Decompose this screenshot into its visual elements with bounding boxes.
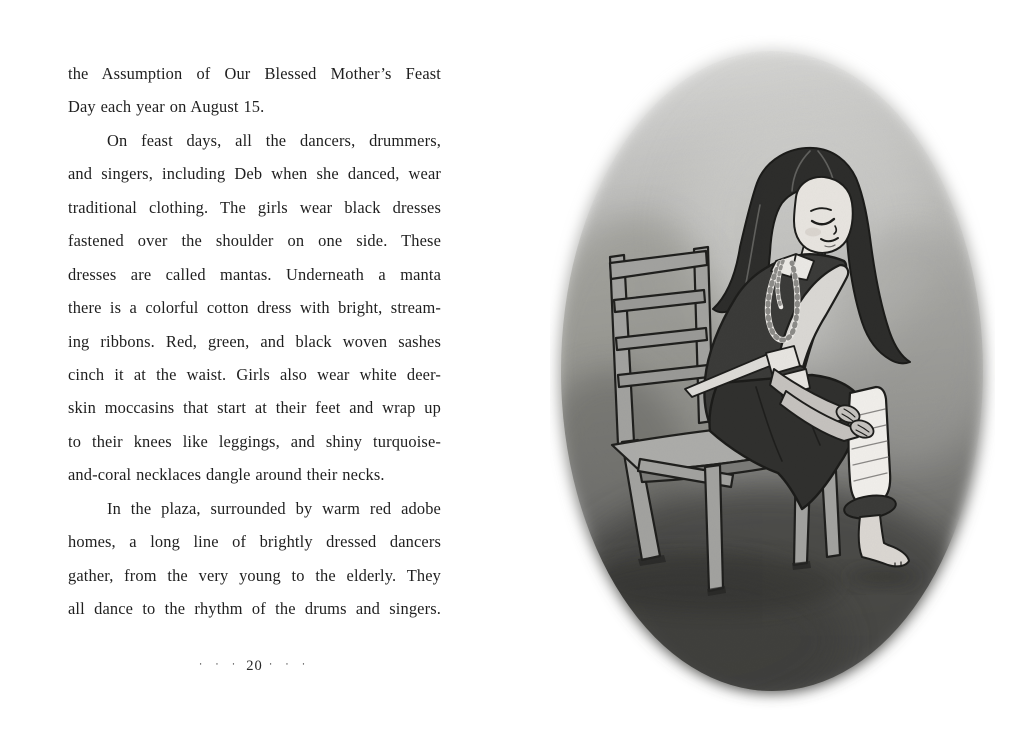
text-line: there is a colorful cotton dress with bright, stream- [68,298,441,318]
text-line: and-coral necklaces dangle around their necks. [68,465,385,485]
text-line: traditional clothing. The girls wear black dresses [68,197,441,217]
text-line: gather, from the very young to the elderly. They [68,565,441,585]
text-line: ing ribbons. Red, green, and black woven sashes [68,331,441,351]
text-line: On feast days, all the dancers, drummers, [107,130,441,150]
footer-ornament-right: · · · [268,658,311,671]
left-page-text [68,57,441,625]
text-line: and singers, including Deb when she danced, wear [68,164,441,184]
text-line: skin moccasins that start at their feet and wrap up [68,398,441,418]
text-line: all dance to the rhythm of the drums and singers. [68,599,441,618]
page-footer [68,657,441,675]
watercolor-grain [550,35,995,710]
page-number: 20 [246,658,263,674]
text-line: the Assumption of Our Blessed Mother’s Feast [68,64,441,83]
footer-ornament-left: · · · [198,658,241,671]
text-line: cinch it at the waist. Girls also wear white deer- [68,364,441,384]
text-line: Day each year on August 15. [68,97,265,117]
text-line: In the plaza, surrounded by warm red adobe [107,498,441,518]
text-line: dresses are called mantas. Underneath a manta [68,264,441,284]
illustration-vignette [550,35,995,710]
text-line: to their knees like leggings, and shiny turquoise- [68,431,441,451]
text-line: fastened over the shoulder on one side. These [68,231,441,251]
text-line: homes, a long line of brightly dressed dancers [68,532,441,552]
